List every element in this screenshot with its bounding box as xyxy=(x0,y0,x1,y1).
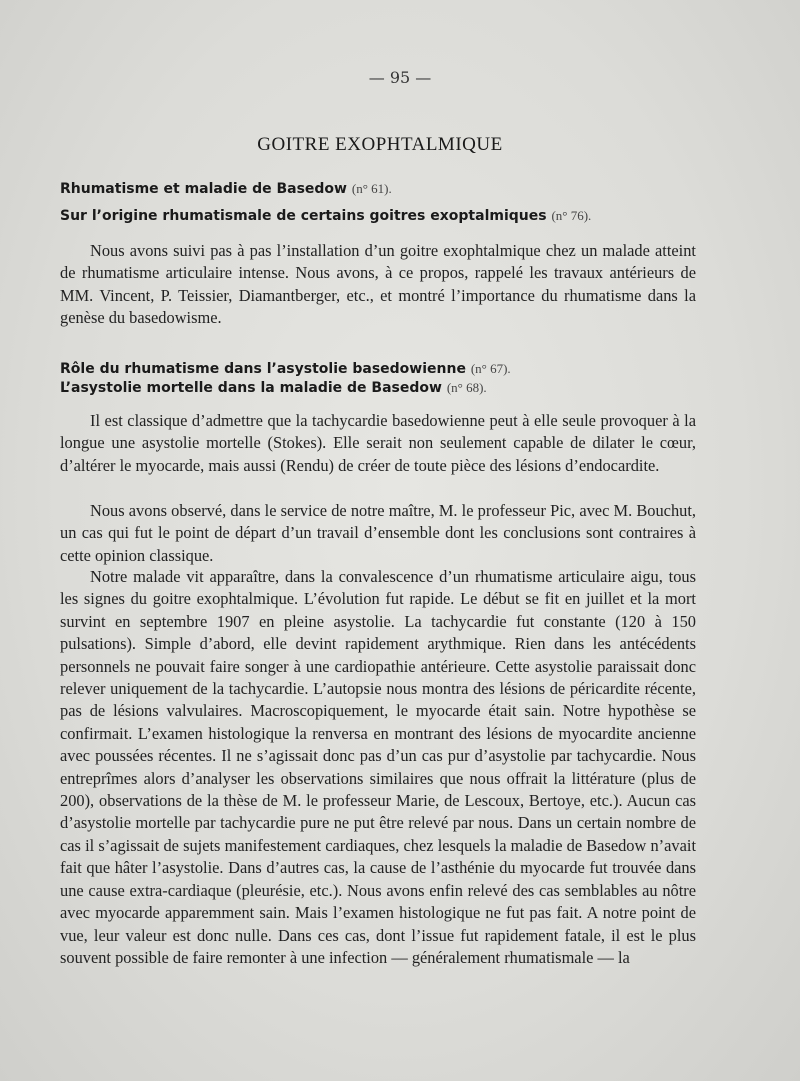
page-number: — 95 — xyxy=(368,68,432,87)
paragraph-installation xyxy=(60,240,696,330)
heading-text: L’asystolie mortelle dans la maladie de Basedow xyxy=(60,380,442,396)
heading-asystolie-mortelle xyxy=(60,380,487,396)
paragraph-text: Nous avons suivi pas à pas l’installation d’un goitre exophtalmique chez un malade atteint de rhumatisme articulaire intense. Nous avons, à ce propos, rappelé les travaux antérieurs de MM. Vincent, P. Teissier, Diamantberger, etc., et montré l’importance du rhumatisme dans la genèse du basedowisme. xyxy=(60,241,696,328)
heading-ref: (n° 61). xyxy=(351,181,392,196)
heading-ref: (n° 76). xyxy=(551,208,592,223)
heading-text: Rhumatisme et maladie de Basedow xyxy=(60,181,347,197)
heading-ref: (n° 67). xyxy=(470,361,511,376)
paragraph-malade xyxy=(60,566,696,969)
section-title: GOITRE EXOPHTALMIQUE xyxy=(257,134,503,155)
heading-origine-rhumatismale xyxy=(60,208,591,224)
paragraph-text: Nous avons observé, dans le service de notre maître, M. le professeur Pic, avec M. Bouchut, un cas qui fut le point de départ d’un travail d’ensemble dont les conclusions sont contraires à cette opinion classique. xyxy=(60,501,696,565)
heading-role-rhumatisme xyxy=(60,361,511,377)
heading-rhumatisme-basedow xyxy=(60,181,392,197)
heading-ref: (n° 68). xyxy=(446,380,487,395)
heading-text: Sur l’origine rhumatismale de certains goitres exoptalmiques xyxy=(60,208,547,224)
paragraph-observation xyxy=(60,500,696,567)
heading-text: Rôle du rhumatisme dans l’asystolie basedowienne xyxy=(60,361,466,377)
paragraph-tachycardie xyxy=(60,410,696,477)
paragraph-text: Il est classique d’admettre que la tachycardie basedowienne peut à elle seule provoquer à la longue une asystolie mortelle (Stokes). Elle serait non seulement capable de dilater le cœur, d’altérer le myocarde, mais aussi (Rendu) de créer de toute pièce des lésions d’endocardite. xyxy=(60,411,696,475)
paragraph-text: Notre malade vit apparaître, dans la convalescence d’un rhumatisme articulaire aigu, tous les signes du goitre exophtalmique. L’évolution fut rapide. Le début se fit en juillet et la mort survint en septembre 1907 en pleine asystolie. La tachycardie fut constante (120 à 150 pulsations). Simple d’abord, elle devint rapidement arythmique. Rien dans les antécédents personnels ne pouvait faire songer à une cardiopathie antérieure. Cette asystolie paraissait donc relever uniquement de la tachycardie. L’autopsie nous montra des lésions de péricardite récente, pas de lésions valvulaires. Macroscopiquement, le myocarde était sain. Notre hypothèse se confirmait. L’examen histologique la renversa en montrant des lésions de myocardite ancienne avec poussées récentes. Il ne s’agissait donc pas d’un cas pur d’asystolie par tachycardie. Nous entreprîmes alors d’analyser les observations similaires que nous offrait la littérature (plus de 200), observations de la thèse de M. le professeur Marie, de Lescoux, Bertoye, etc.). Aucun cas d’asystolie mortelle par tachycardie pure ne put être relevé par nous. Dans un certain nombre de cas il s’agissait de sujets manifestement cardiaques, chez lesquels la maladie de Basedow n’avait fait que hâter l’asystolie. Dans d’autres cas, la cause de l’asthénie du myocarde fut trouvée dans une cause extra-cardiaque (pleurésie, etc.). Nous avons enfin relevé des cas semblables au nôtre avec myocarde apparemment sain. Mais l’examen histologique ne fut pas fait. A notre point de vue, leur valeur est donc nulle. Dans ces cas, dont l’issue fut rapidement fatale, il est le plus souvent possible de faire remonter à une infection — généralement rhumatismale — la xyxy=(60,567,696,967)
